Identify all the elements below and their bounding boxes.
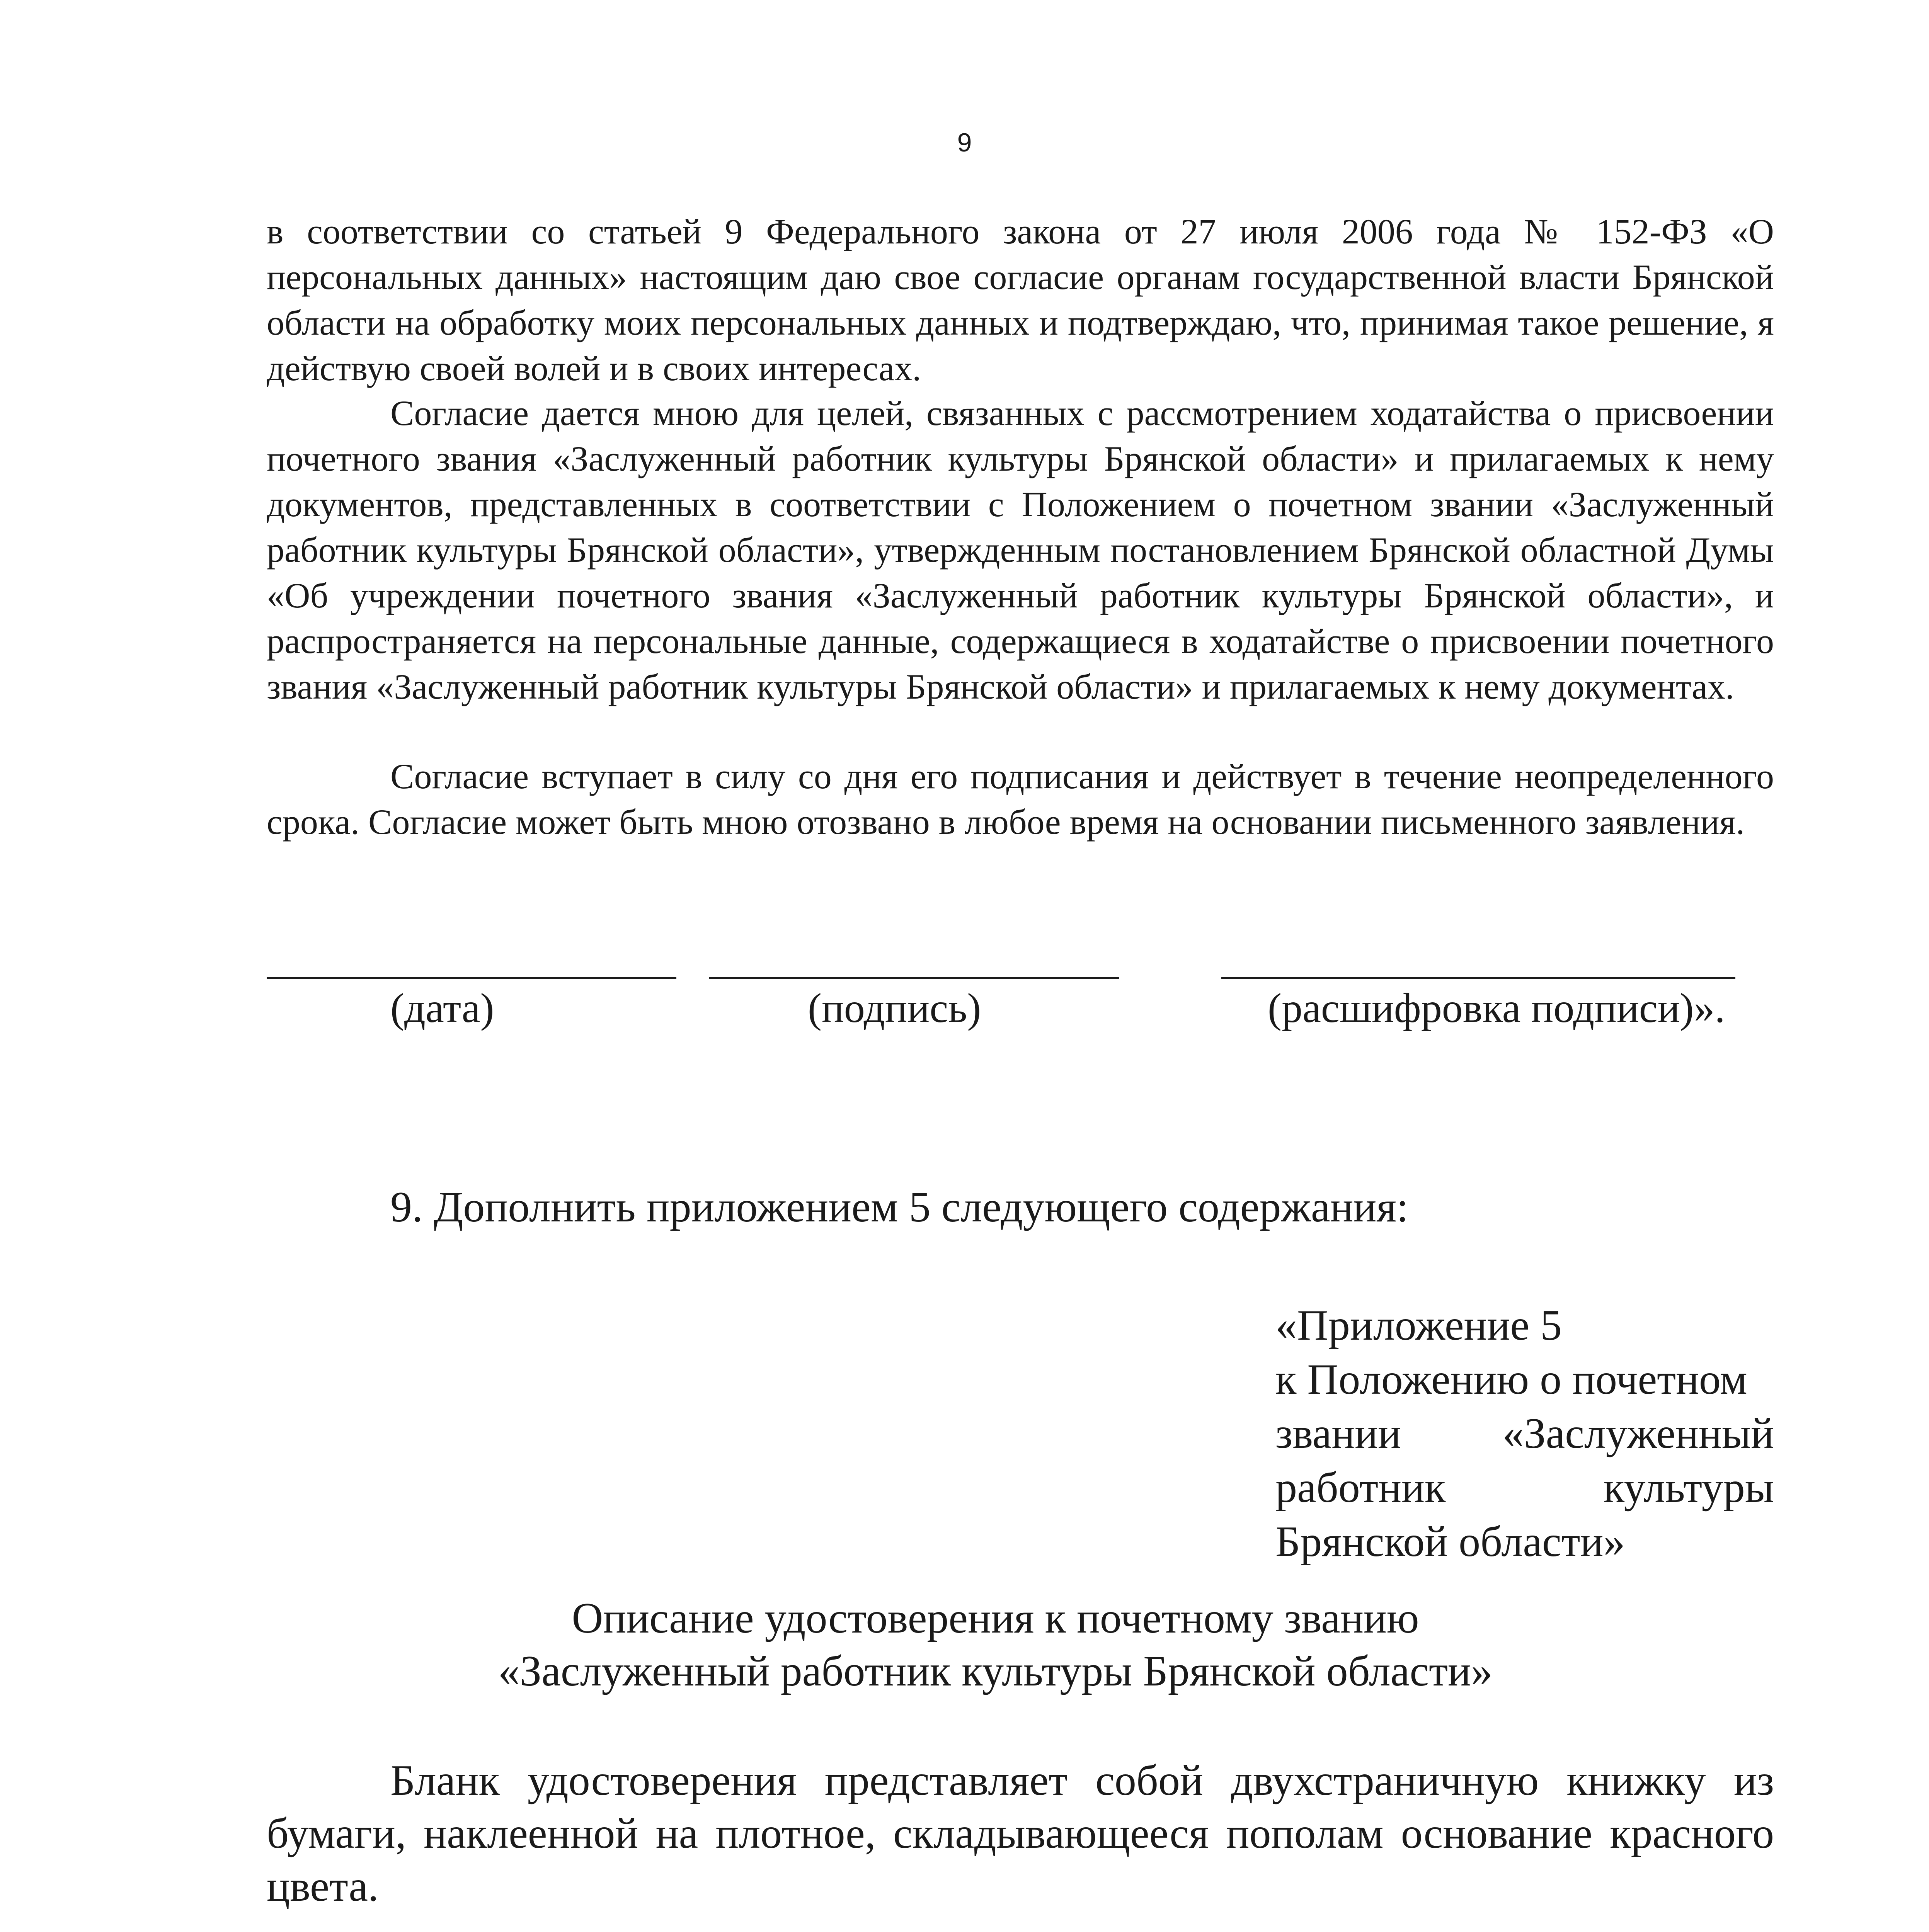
annex-caption-line: звании «Заслуженный xyxy=(1275,1410,1774,1458)
annex-caption-line: работник культуры xyxy=(1275,1464,1774,1512)
signature-caption: (подпись) xyxy=(808,985,981,1031)
annex-caption-line: Брянской области» xyxy=(1275,1518,1625,1566)
blank-description-text: Бланк удостоверения представляет собой двухстраничную книжку из бумаги, наклеенной на плотное, складывающееся пополам основание красного цвета. xyxy=(267,1757,1774,1910)
date-caption: (дата) xyxy=(390,985,494,1031)
description-title-line: Описание удостоверения к почетному званию xyxy=(572,1594,1419,1642)
consent-validity-paragraph xyxy=(267,753,1774,845)
consent-purpose-paragraph xyxy=(267,390,1774,709)
description-title-line: «Заслуженный работник культуры Брянской области» xyxy=(498,1647,1493,1695)
signature-line xyxy=(709,977,1119,979)
consent-intro-text: в соответствии со статьей 9 Федерального закона от 27 июля 2006 года № 152-ФЗ «О персональных данных» настоящим даю свое согласие органам государственной власти Брянской области на обработку моих персональных данных и подтверждаю, что, принимая такое решение, я действую своей волей и в своих интересах. xyxy=(267,212,1774,388)
decoding-signature-line xyxy=(1221,977,1735,979)
consent-purpose-text: Согласие дается мною для целей, связанных с рассмотрением ходатайства о присвоении почетного звания «Заслуженный работник культуры Брянской области» и прилагаемых к нему документов, представленных в соответствии с Положением о почетном звании «Заслуженный работник культуры Брянской области», утвержденным постановлением Брянской областной Думы «Об учреждении почетного звания «Заслуженный работник культуры Брянской области», и распространяется на персональные данные, содержащиеся в ходатайстве о присвоении почетного звания «Заслуженный работник культуры Брянской области» и прилагаемых к нему документах. xyxy=(267,393,1774,706)
item-9-heading: 9. Дополнить приложением 5 следующего содержания: xyxy=(390,1183,1409,1231)
annex-caption-line: к Положению о почетном xyxy=(1275,1355,1747,1403)
consent-intro-paragraph xyxy=(267,209,1774,391)
annex-caption xyxy=(1275,1298,1774,1569)
description-title xyxy=(0,1592,1929,1698)
annex-caption-line: «Приложение 5 xyxy=(1275,1301,1562,1349)
consent-validity-text: Согласие вступает в силу со дня его подписания и действует в течение неопределенного срока. Согласие может быть мною отозвано в любое время на основании письменного заявления. xyxy=(267,757,1774,842)
page-number: 9 xyxy=(957,128,972,157)
blank-description-paragraph xyxy=(267,1754,1774,1913)
decoding-caption: (расшифровка подписи)». xyxy=(1268,985,1725,1031)
date-signature-line xyxy=(267,977,676,979)
